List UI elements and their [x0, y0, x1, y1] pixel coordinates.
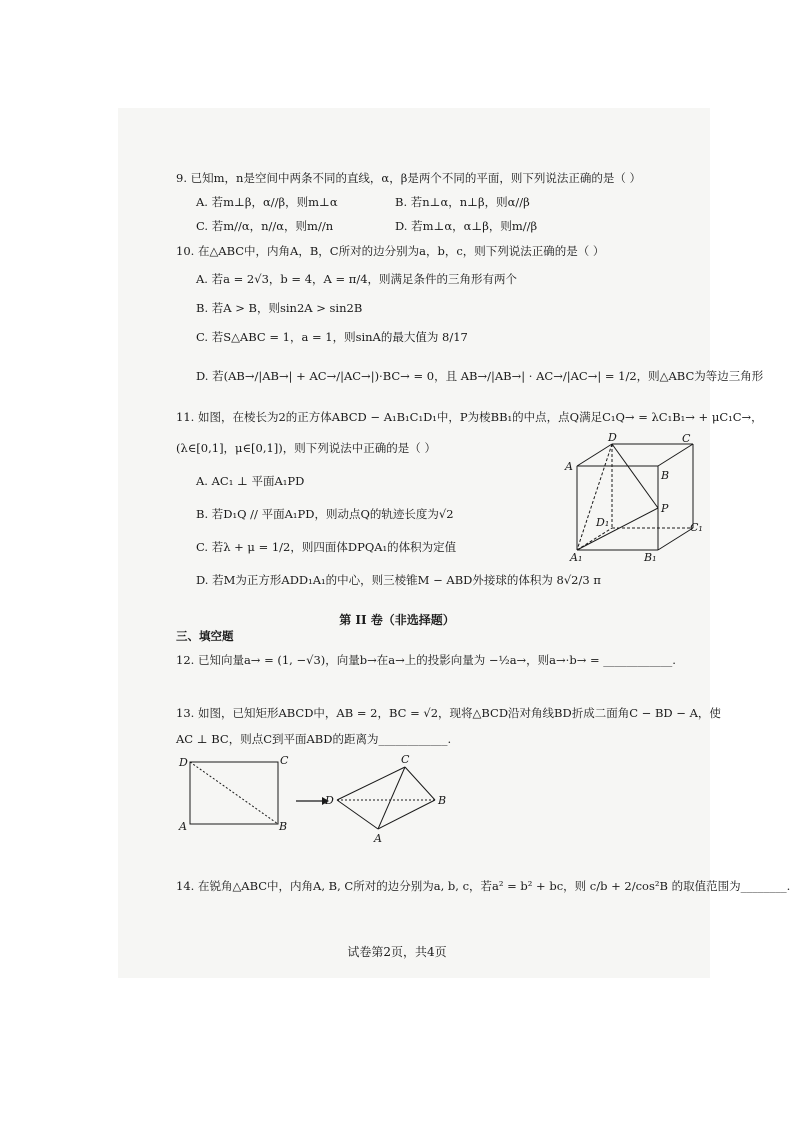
page-footer: 试卷第2页，共4页: [347, 945, 447, 959]
fold-label-c: C: [401, 753, 410, 766]
edge-a1p: [577, 508, 658, 550]
edge-da: [337, 800, 378, 829]
q11-stem: 11. 如图，在棱长为2的正方体ABCD − A₁B₁C₁D₁中，P为棱BB₁的中点，点Q满足C₁Q→ = λC₁B₁→ + μC₁C→，: [176, 410, 763, 424]
q13-stem-2: AC ⊥ BC，则点C到平面ABD的距离为____________.: [176, 732, 452, 746]
hidden-edge-a1d1: [577, 528, 612, 550]
label-d: D: [608, 431, 617, 444]
fold-label-d: D: [325, 794, 334, 807]
label-a1: A₁: [570, 551, 583, 564]
edge-dp: [612, 444, 658, 508]
q10-option-c: C. 若S△ABC = 1，a = 1，则sinA的最大值为 8/17: [196, 330, 468, 344]
fold-label-a: A: [374, 832, 382, 845]
rect-label-b: B: [279, 820, 288, 833]
rect-label-c: C: [280, 754, 289, 767]
q10-option-a: A. 若a = 2√3，b = 4，A = π/4，则满足条件的三角形有两个: [196, 272, 518, 286]
part-2-title: 第 II 卷（非选择题）: [339, 613, 455, 627]
edge-cb: [405, 767, 435, 800]
edge-b1c1: [658, 528, 693, 550]
q9-option-a: A. 若m⊥β，α//β，则m⊥α: [196, 195, 338, 209]
label-c: C: [682, 432, 691, 445]
q11-option-c: C. 若λ + μ = 1/2，则四面体DPQA₁的体积为定值: [196, 540, 457, 554]
q9-stem: 9. 已知m，n是空间中两条不同的直线，α，β是两个不同的平面，则下列说法正确的是（ ）: [176, 171, 642, 185]
q9-option-b: B. 若n⊥α，n⊥β，则α//β: [395, 195, 530, 209]
q14-stem: 14. 在锐角△ABC中，内角A, B, C所对的边分别为a, b, c，若a² = b² + bc，则 c/b + 2/cos²B 的取值范围为________.: [176, 879, 791, 893]
q12-stem: 12. 已知向量a→ = (1, −√3)，向量b→在a→上的投影向量为 −½a→，则a→·b→ = ____________.: [176, 653, 676, 667]
q11-option-d: D. 若M为正方形ADD₁A₁的中心，则三棱锥M − ABD外接球的体积为 8√2/3 π: [196, 573, 601, 587]
folded-figure: [322, 752, 452, 844]
q11-stem-2: (λ∈[0,1]，μ∈[0,1])，则下列说法中正确的是（ ）: [176, 441, 436, 455]
q13-stem: 13. 如图，已知矩形ABCD中，AB = 2，BC = √2，现将△BCD沿对角线BD折成二面角C − BD − A，使: [176, 706, 721, 720]
fold-label-b: B: [438, 794, 447, 807]
rect-label-d: D: [179, 756, 188, 769]
edge-ad: [577, 444, 612, 466]
q10-option-b: B. 若A > B，则sin2A > sin2B: [196, 301, 363, 315]
diagonal-bd: [190, 762, 278, 824]
edge-bc: [658, 444, 693, 466]
label-b1: B₁: [644, 551, 657, 564]
section-3-title: 三、填空题: [176, 629, 234, 643]
label-a: A: [565, 460, 573, 473]
rectangle-figure: [176, 752, 289, 836]
edge-ab: [378, 800, 435, 829]
label-p: P: [661, 502, 669, 515]
q10-stem: 10. 在△ABC中，内角A，B，C所对的边分别为a，b，c，则下列说法正确的是（ ）: [176, 244, 605, 258]
edge-dc: [337, 767, 405, 800]
q10-option-d: D. 若(AB→/|AB→| + AC→/|AC→|)·BC→ = 0，且 AB→/|AB→| · AC→/|AC→| = 1/2，则△ABC为等边三角形: [196, 369, 764, 383]
q9-option-d: D. 若m⊥α，α⊥β，则m//β: [395, 219, 538, 233]
label-d1: D₁: [596, 516, 610, 529]
label-c1: C₁: [690, 521, 703, 534]
edge-ca: [378, 767, 405, 829]
rect-label-a: A: [179, 820, 187, 833]
q11-option-a: A. AC₁ ⊥ 平面A₁PD: [196, 474, 305, 488]
cube-figure: [560, 431, 710, 566]
label-b: B: [661, 469, 670, 482]
q9-option-c: C. 若m//α，n//α，则m//n: [196, 219, 334, 233]
q11-option-b: B. 若D₁Q // 平面A₁PD，则动点Q的轨迹长度为√2: [196, 507, 454, 521]
